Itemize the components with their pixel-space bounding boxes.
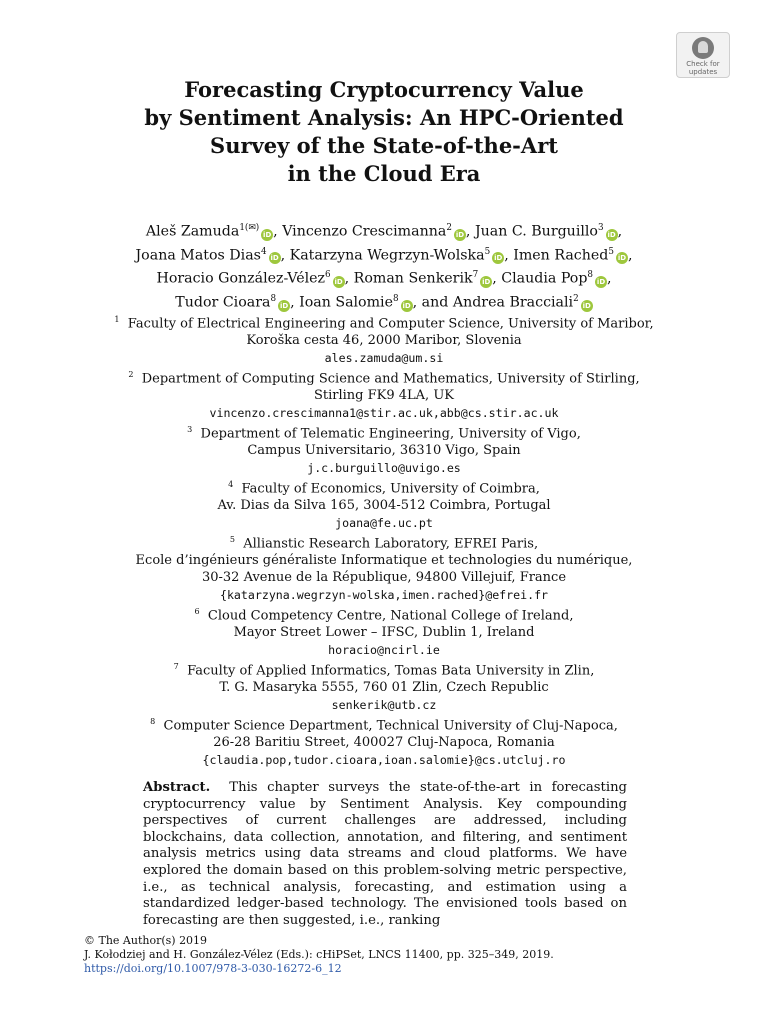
- author-line: Tudor Cioara$^8$iD , Ioan Salomie$^8$iD , and Andrea Bracciali$^2$iD: [175, 294, 591, 311]
- orcid-icon[interactable]: iD: [455, 230, 465, 239]
- orcid-icon[interactable]: iD: [263, 230, 272, 239]
- author-name: Horacio González-Vélez: [156, 271, 326, 288]
- footer: [84, 934, 684, 976]
- author-name: Roman Senkerik: [353, 271, 473, 288]
- affil-email[interactable]: senkerik@utb.cz: [331, 698, 437, 713]
- orcid-icon[interactable]: iD: [270, 254, 279, 263]
- author-affil-mark: 6: [325, 270, 331, 281]
- affil-email[interactable]: {katarzyna.wegrzyn-wolska,imen.rached}@efrei.fr: [219, 588, 549, 603]
- author-affil-mark: 3: [597, 223, 604, 233]
- author-list: [84, 218, 684, 313]
- affiliation-5: [84, 532, 684, 604]
- affil-line: 26-28 Baritiu Street, 400027 Cluj-Napoca, Romania: [213, 735, 555, 751]
- affil-email[interactable]: {claudia.pop,tudor.cioara,ioan.salomie}@cs.utcluj.ro: [202, 753, 566, 768]
- author-name: Tudor Cioara: [175, 294, 271, 311]
- affiliation-3: [84, 422, 684, 477]
- citation: J. Kołodziej and H. González-Vélez (Eds.): cHiPSet, LNCS 11400, pp. 325–349, 2019.: [84, 948, 554, 961]
- abstract-text: This chapter surveys the state-of-the-art in forecasting cryptocurrency value by Sentiment Analysis. Key compounding perspectives of current challenges are addressed, including blockchains, data collection, annotation, and filtering, and sentiment analysis metrics using data streams and cloud platforms. We have explored the domain based on this problem-solving metric perspective, i.e., as technical analysis, forecasting, and estimation using a standardized ledger-based technology. The envisioned tools based on forecasting are then suggested, i.e., ranking: [143, 780, 628, 928]
- title-line: Forecasting Cryptocurrency Value: [184, 77, 584, 102]
- affil-num: 6: [194, 607, 200, 617]
- affil-num: 2: [128, 370, 134, 380]
- affil-line: Department of Telematic Engineering, University of Vigo,: [200, 426, 581, 442]
- authors-and: and: [421, 294, 449, 311]
- affiliation-8: [84, 714, 684, 769]
- affil-line: Faculty of Electrical Engineering and Computer Science, University of Maribor,: [127, 316, 654, 332]
- affil-num: 5: [229, 535, 235, 545]
- title-line: by Sentiment Analysis: An HPC-Oriented: [144, 105, 624, 130]
- affil-num: 3: [187, 425, 193, 435]
- affil-line: Mayor Street Lower – IFSC, Dublin 1, Ireland: [233, 625, 535, 641]
- abstract: [143, 780, 627, 929]
- copyright: © The Author(s) 2019: [84, 934, 208, 947]
- author-name: Claudia Pop: [501, 271, 588, 288]
- author-affil-mark: 7: [472, 270, 479, 281]
- title-line: in the Cloud Era: [287, 161, 481, 186]
- author-name: Katarzyna Wegrzyn-Wolska: [289, 247, 485, 264]
- badge-line-2: updates: [688, 68, 718, 76]
- author-affil-mark: 1(✉): [239, 223, 260, 233]
- author-name: Ioan Salomie: [299, 294, 393, 311]
- affil-num: 7: [173, 662, 179, 672]
- abstract-label: Abstract.: [143, 780, 211, 795]
- orcid-icon[interactable]: iD: [402, 301, 411, 310]
- affil-line: Campus Universitario, 36310 Vigo, Spain: [247, 443, 521, 459]
- paper-title: [84, 76, 684, 188]
- affil-num: 1: [114, 315, 120, 324]
- affil-email[interactable]: j.c.burguillo@uvigo.es: [307, 461, 461, 476]
- affil-email[interactable]: ales.zamuda@um.si: [324, 351, 444, 366]
- affil-line: Allianstic Research Laboratory, EFREI Paris,: [243, 536, 539, 552]
- author-name: Joana Matos Dias: [135, 247, 261, 264]
- affiliation-4: [84, 477, 684, 532]
- check-for-updates-badge[interactable]: [676, 32, 730, 78]
- affil-line: Faculty of Economics, University of Coimbra,: [241, 481, 540, 497]
- affil-line: T. G. Masaryka 5555, 760 01 Zlin, Czech Republic: [219, 680, 549, 696]
- author-name: Vincenzo Crescimanna: [282, 223, 447, 240]
- affil-line: Computer Science Department, Technical University of Cluj-Napoca,: [163, 718, 618, 734]
- affil-line: Department of Computing Science and Mathematics, University of Stirling,: [141, 371, 640, 387]
- author-line: Joana Matos Dias$^4$iD , Katarzyna Wegrzyn-Wolska$^5$iD , Imen Rached$^5$iD ,: [135, 246, 633, 264]
- author-line: Aleš Zamuda$^{1(✉)}$iD , Vincenzo Crescimanna$^2$iD , Juan C. Burguillo$^3$iD ,: [145, 223, 623, 240]
- author-name: Imen Rached: [513, 247, 609, 264]
- orcid-icon[interactable]: iD: [596, 278, 606, 287]
- affil-line: Faculty of Applied Informatics, Tomas Bata University in Zlin,: [187, 663, 595, 679]
- affiliation-1: [84, 312, 684, 367]
- title-line: Survey of the State-of-the-Art: [210, 133, 558, 158]
- affil-email[interactable]: joana@fe.uc.pt: [335, 516, 433, 531]
- affiliation-2: [84, 367, 684, 422]
- affil-line: Ecole d’ingénieurs généraliste Informatique et technologies du numérique,: [135, 553, 633, 569]
- affil-email[interactable]: vincenzo.crescimanna1@stir.ac.uk,abb@cs.stir.ac.uk: [209, 406, 559, 421]
- orcid-icon[interactable]: iD: [607, 230, 616, 239]
- orcid-icon[interactable]: iD: [482, 278, 491, 287]
- author-affil-mark: 2: [573, 294, 579, 305]
- orcid-icon[interactable]: iD: [582, 301, 591, 310]
- affil-line: Cloud Competency Centre, National College of Ireland,: [207, 608, 574, 624]
- affiliation-7: [84, 659, 684, 714]
- author-name: Juan C. Burguillo: [474, 223, 598, 240]
- orcid-icon[interactable]: iD: [617, 254, 627, 263]
- affil-line: 30-32 Avenue de la République, 94800 Villejuif, France: [201, 570, 567, 586]
- author-line: Horacio González-Vélez$^6$iD , Roman Senkerik$^7$iD , Claudia Pop$^8$iD ,: [156, 270, 612, 288]
- affil-email[interactable]: horacio@ncirl.ie: [328, 643, 440, 658]
- author-affil-mark: 5: [608, 246, 614, 257]
- author-name: Aleš Zamuda: [145, 223, 240, 240]
- author-affil-mark: 2: [446, 223, 452, 233]
- affiliation-6: [84, 604, 684, 659]
- author-affil-mark: 8: [270, 294, 277, 305]
- affil-line: Av. Dias da Silva 165, 3004-512 Coimbra, Portugal: [217, 498, 551, 514]
- bookmark-icon: [692, 37, 714, 59]
- author-name: Andrea Bracciali: [452, 294, 574, 311]
- author-affil-mark: 4: [260, 246, 267, 257]
- affil-num: 4: [228, 480, 234, 490]
- badge-line-1: Check for: [686, 60, 720, 68]
- affiliations: [84, 312, 684, 769]
- affil-line: Stirling FK9 4LA, UK: [313, 388, 454, 404]
- affil-num: 8: [150, 717, 156, 727]
- orcid-icon[interactable]: iD: [279, 301, 289, 310]
- author-affil-mark: 5: [484, 246, 491, 257]
- orcid-icon[interactable]: iD: [334, 278, 343, 287]
- author-affil-mark: 8: [587, 270, 594, 281]
- orcid-icon[interactable]: iD: [494, 254, 503, 263]
- affil-line: Koroška cesta 46, 2000 Maribor, Slovenia: [246, 333, 522, 349]
- author-affil-mark: 8: [393, 294, 399, 305]
- doi-link[interactable]: https://doi.org/10.1007/978-3-030-16272-6_12: [84, 962, 342, 975]
